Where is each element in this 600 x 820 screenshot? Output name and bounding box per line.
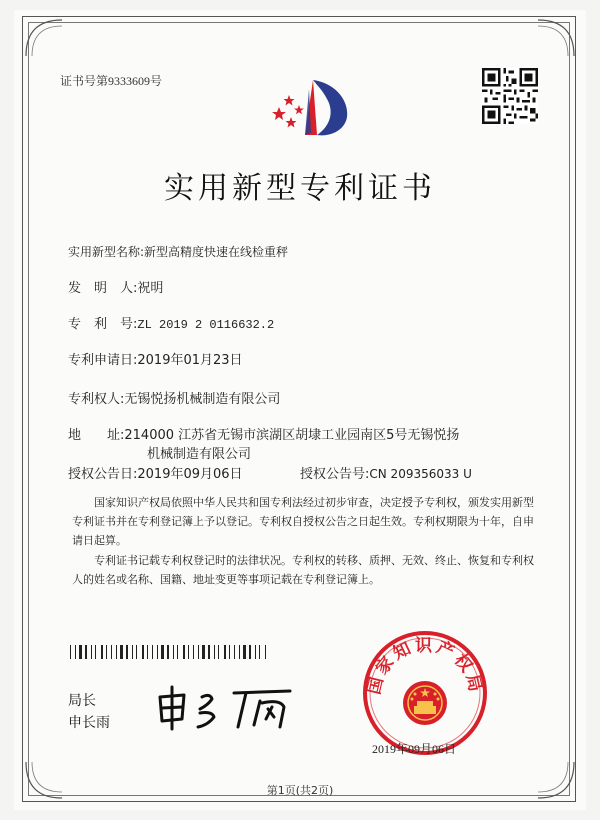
patentee-row [68,388,280,407]
page-number: 第1页(共2页) [266,784,334,797]
inventor-label: 发 明 人: [68,281,138,296]
director-name: 申长雨 [68,715,110,731]
address-line-2: 机械制造有限公司 [147,447,252,462]
corner-ornament-icon [24,18,64,58]
barcode-icon [70,645,266,659]
patentee-label: 专利权人: [68,392,125,407]
qr-code-icon [482,68,538,124]
filing-date-row [68,349,243,368]
filing-date-label: 专利申请日: [68,353,138,368]
cnipa-logo-icon [265,75,355,145]
inventor-value: 祝明 [137,281,164,296]
patentee-value: 无锡悦扬机械制造有限公司 [124,392,281,407]
corner-ornament-icon [536,18,576,58]
director-signature [150,683,300,731]
address-label: 地 址: [68,428,125,443]
seal-text: 国家知识产权局 [364,636,486,697]
patent-number-label: 专 利 号: [68,317,138,332]
utility-name-row [68,243,288,260]
address-row [68,424,459,443]
utility-name-value: 新型高精度快速在线检重秤 [144,245,289,259]
address-line-1: 214000 江苏省无锡市滨湖区胡埭工业园南区5号无锡悦扬 [124,428,460,443]
address-line-2-row [147,443,251,462]
official-seal [360,628,490,758]
grant-number-row [300,463,472,482]
statement-paragraph-2: 专利证书记载专利权登记时的法律状况。专利权的转移、质押、无效、终止、恢复和专利权人的姓名或名称、国籍、地址变更等事项记载在专利登记簿上。 [72,554,534,586]
seal-date: 2019年09月06日 [372,742,457,756]
director-title: 局长 [68,693,96,709]
grant-number-label: 授权公告号: [300,467,370,482]
grant-number-value: CN 209356033 U [369,467,472,481]
patent-number-value: ZL 2019 2 0116632.2 [137,318,275,332]
inventor-row [68,277,163,296]
certificate-number: 证书号第9333609号 [60,74,163,88]
patent-number-row [68,313,274,332]
filing-date-value: 2019年01月23日 [137,353,243,368]
grant-date-label: 授权公告日: [68,467,138,482]
grant-date-row [68,463,243,482]
grant-date-value: 2019年09月06日 [137,467,243,482]
certificate-title: 实用新型专利证书 [164,171,436,206]
statement-paragraph-1: 国家知识产权局依照中华人民共和国专利法经过初步审查，决定授予专利权，颁发实用新型专利证书并在专利登记簿上予以登记。专利权自授权公告之日起生效。专利权期限为十年，自申请日起算。 [72,496,534,547]
utility-name-label: 实用新型名称: [68,245,145,259]
